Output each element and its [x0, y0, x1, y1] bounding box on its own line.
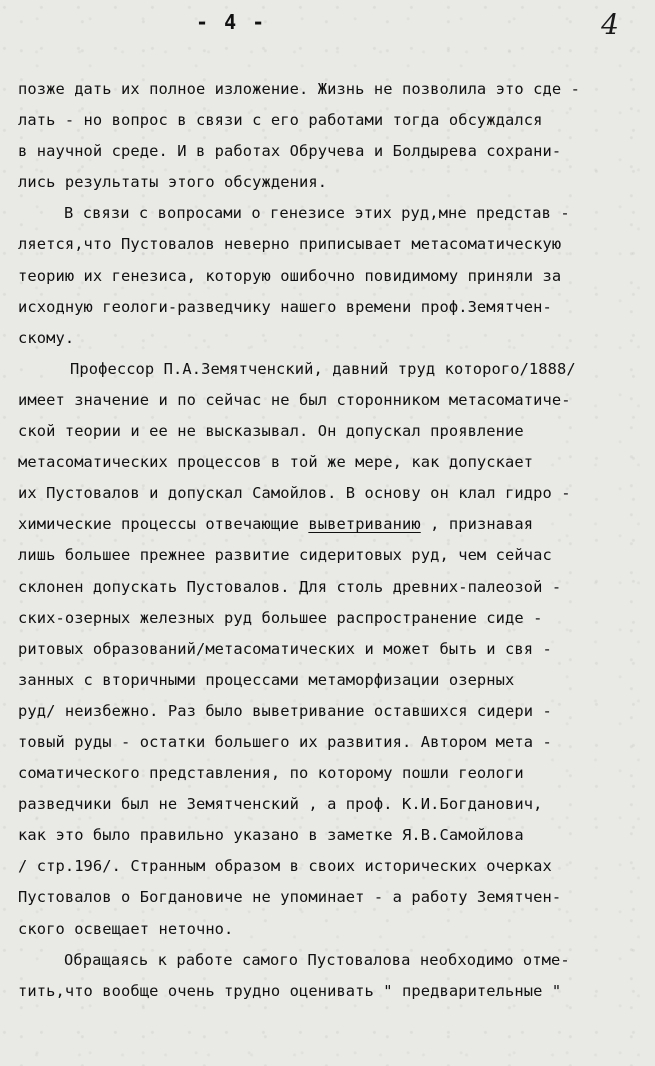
text-line: склонен допускать Пустовалов. Для столь древних-палеозой -	[18, 577, 562, 596]
text-line: имеет значение и по сейчас не был сторонником метасоматиче-	[18, 390, 571, 409]
document-body	[18, 74, 646, 1007]
paragraph-start-line: В связи с вопросами о генезисе этих руд,мне представ -	[64, 204, 570, 223]
text-line: исходную геологи-разведчику нашего времени проф.Земятчен-	[18, 297, 552, 316]
handwritten-page-number: 4	[601, 8, 619, 41]
text-line: разведчики был не Земятченский , а проф. К.И.Богданович,	[18, 795, 543, 814]
text-line: соматического представления, по которому пошли геологи	[18, 764, 524, 783]
page-number: - 4 -	[196, 10, 267, 34]
text-line: их Пустовалов и допускал Самойлов. В основу он клал гидро -	[18, 484, 571, 503]
paragraph-start-line: Обращаясь к работе самого Пустовалова необходимо отме-	[64, 950, 570, 969]
text-line: лись результаты этого обсуждения.	[18, 173, 328, 192]
text-segment: химические процессы отвечающие	[18, 515, 309, 534]
text-line: ритовых образований/метасоматических и может быть и свя -	[18, 639, 552, 658]
text-line: тить,что вообще очень трудно оценивать " предварительные "	[18, 981, 562, 1000]
page-header	[0, 8, 655, 41]
text-line	[18, 509, 646, 540]
text-line: занных с вторичными процессами метаморфизации озерных	[18, 670, 515, 689]
text-line: в научной среде. И в работах Обручева и Болдырева сохрани-	[18, 142, 562, 161]
text-line: ских-озерных железных руд большее распространение сиде -	[18, 608, 543, 627]
text-line: Пустовалов о Богдановиче не упоминает - а работу Земятчен-	[18, 888, 562, 907]
text-line: ского освещает неточно.	[18, 919, 234, 938]
text-line: скому.	[18, 328, 75, 347]
text-line: лишь большее прежнее развитие сидеритовых руд, чем сейчас	[18, 546, 552, 565]
text-line: позже дать их полное изложение. Жизнь не позволила это сде -	[18, 80, 580, 98]
text-line: как это было правильно указано в заметке Я.В.Самойлова	[18, 826, 524, 845]
underlined-word: выветриванию	[308, 515, 421, 534]
text-line: лать - но вопрос в связи с его работами тогда обсуждался	[18, 111, 543, 130]
paragraph-start-line: Профессор П.А.Земятченский, давний труд которого/1888/	[70, 359, 576, 378]
text-line: / стр.196/. Странным образом в своих исторических очерках	[18, 857, 552, 876]
text-line: руд/ неизбежно. Раз было выветривание оставшихся сидери -	[18, 701, 552, 720]
text-line: ляется,что Пустовалов неверно приписывает метасоматическую	[18, 235, 562, 254]
text-line: товый руды - остатки большего их развития. Автором мета -	[18, 732, 552, 751]
text-line: ской теории и ее не высказывал. Он допускал проявление	[18, 422, 524, 441]
text-line: теорию их генезиса, которую ошибочно повидимому приняли за	[18, 266, 562, 285]
text-line: метасоматических процессов в той же мере, как допускает	[18, 453, 534, 472]
text-segment: , признавая	[420, 515, 534, 534]
